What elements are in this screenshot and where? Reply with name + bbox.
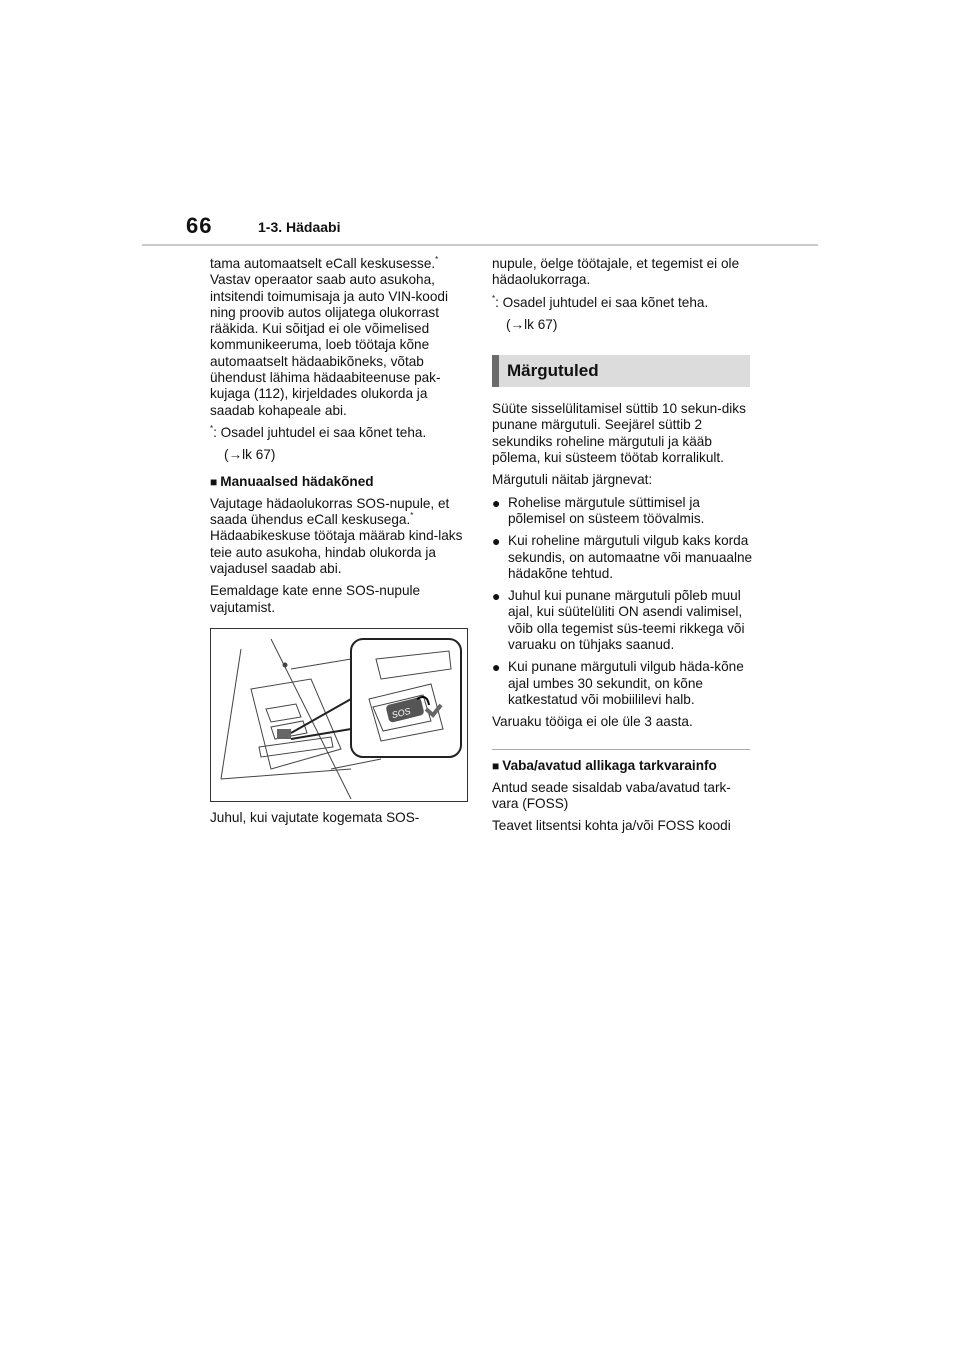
overhead-console-drawing xyxy=(211,629,467,801)
right-paragraph-6: Teavet litsentsi kohta ja/või FOSS koodi xyxy=(492,818,731,834)
bullet-icon: ● xyxy=(492,533,501,550)
bullet-icon: ● xyxy=(492,659,501,676)
left-column xyxy=(210,256,472,832)
footnote-text: : Osadel juhtudel ei saa kõnet teha. xyxy=(495,294,709,310)
left-paragraph-4: Juhul, kui vajutate kogemata SOS- xyxy=(210,809,420,825)
right-footnote xyxy=(492,295,754,311)
zoom-callout xyxy=(351,639,461,757)
footnote-mark: * xyxy=(492,293,496,303)
left-paragraph-1 xyxy=(210,256,472,419)
footnote-mark: * xyxy=(210,423,214,433)
sos-button-illustration xyxy=(210,628,468,802)
section-band-indicators xyxy=(492,355,750,387)
right-column xyxy=(492,256,754,841)
subheading-foss xyxy=(492,758,754,774)
list-item xyxy=(492,533,754,582)
left-p1-rest: Vastav operaator saab auto asukoha, intsitendi toimumisaja ja auto VIN-koodi ning proovib autos olijatega olukorrast rääkida. Kui sõitjad ei ole võimelised kommunikeeruma, loeb töötaja kõne automaatselt hädaabikõneks, võtab ühendust lähima hädaabiteenuse pak-kujaga (112), kirjeldades olukorda ja saadab kohapeale abi. xyxy=(210,272,449,418)
bullet-text: Kui punane märgutuli vilgub häda-kõne ajal umbes 30 sekundit, on kõne katkestatud või mobiililevi halb. xyxy=(508,659,744,707)
subheading-text: Vaba/avatud allikaga tarkvarainfo xyxy=(502,757,717,773)
bullet-icon: ● xyxy=(492,588,501,605)
left-p2-text: Vajutage hädaolukorras SOS-nupule, et saada ühendus eCall keskusega. xyxy=(210,495,450,528)
footnote-text: : Osadel juhtudel ei saa kõnet teha. xyxy=(213,424,427,440)
left-paragraph-2 xyxy=(210,496,472,577)
right-paragraph-5: Antud seade sisaldab vaba/avatud tark-vara (FOSS) xyxy=(492,779,731,812)
left-paragraph-3: Eemaldage kate enne SOS-nupule vajutamist. xyxy=(210,583,421,615)
section-title: 1-3. Hädaabi xyxy=(258,219,341,235)
left-p1-text: tama automaatselt eCall keskusesse. xyxy=(210,256,436,271)
page-reference-link[interactable]: (→lk 67) xyxy=(506,316,558,332)
band-title: Märgutuled xyxy=(507,361,599,381)
right-paragraph-4: Varuaku tööiga ei ole üle 3 aasta. xyxy=(492,714,693,730)
sos-button-shape xyxy=(277,729,291,739)
bullet-text: Kui roheline märgutuli vilgub kaks korda sekundis, on automaatne või manuaalne hädakõne tehtud. xyxy=(508,533,753,581)
list-item xyxy=(492,495,754,528)
square-bullet-icon: ■ xyxy=(492,758,500,773)
right-paragraph-2: Süüte sisselülitamisel süttib 10 sekun-diks punane märgutuli. Seejärel süttib 2 sekundiks roheline märgutuli ja kääb põlema, kui süsteem töötab korralikult. xyxy=(492,401,746,466)
subheading-text: Manuaalsed hädakõned xyxy=(220,473,374,489)
sos-label: SOS xyxy=(390,705,412,721)
footnote-mark: * xyxy=(410,511,414,521)
footnote-mark: * xyxy=(435,255,439,264)
bullet-icon: ● xyxy=(492,494,501,511)
left-p2-rest: Hädaabikeskuse töötaja määrab kind-laks teie auto asukoha, hindab olukorda ja vajadusel saadab abi. xyxy=(210,528,463,577)
list-item xyxy=(492,588,754,653)
subheading-manual-calls xyxy=(210,474,472,490)
left-footnote xyxy=(210,425,472,441)
bullet-text: Juhul kui punane märgutuli põleb muul ajal, kui süütelüliti ON asendi valimisel, võib olla tegemist süs-teemi rikkega või varuaku on tühjaks saanud. xyxy=(508,588,745,653)
page-number: 66 xyxy=(186,213,213,238)
divider xyxy=(492,749,750,750)
list-item xyxy=(492,659,754,708)
right-paragraph-1: nupule, öelge töötajale, et tegemist ei ole hädaolukorraga. xyxy=(492,256,740,288)
bullet-text: Rohelise märgutule süttimisel ja põlemisel on süsteem töövalmis. xyxy=(508,494,705,526)
page-reference-link[interactable]: (→lk 67) xyxy=(224,447,276,463)
square-bullet-icon: ■ xyxy=(210,474,218,489)
header-divider xyxy=(142,244,818,246)
right-paragraph-3: Märgutuli näitab järgnevat: xyxy=(492,472,653,488)
